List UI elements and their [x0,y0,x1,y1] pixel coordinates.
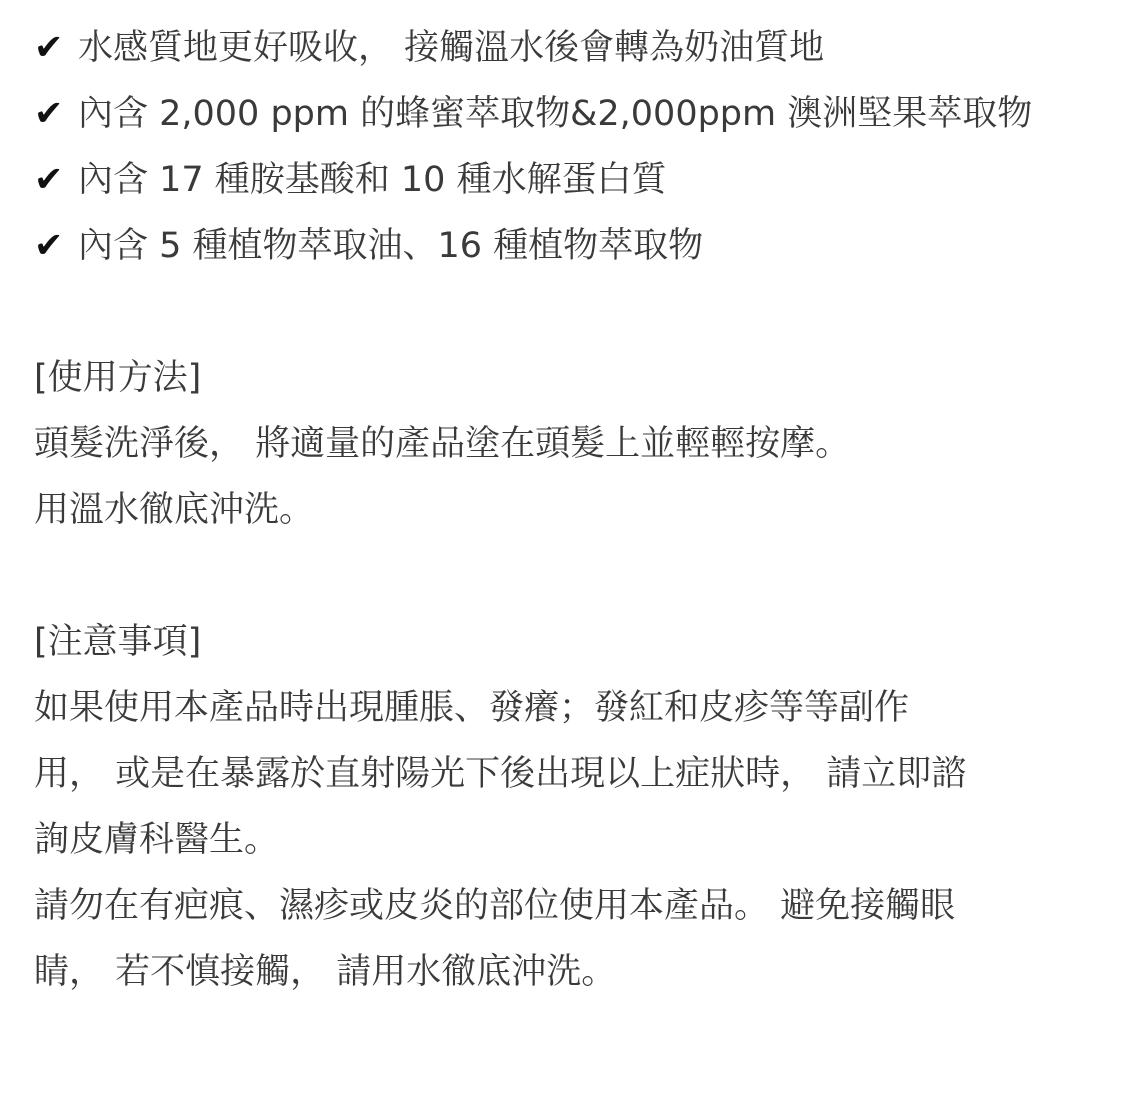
checkmark-icon: ✔ [34,94,64,134]
caution-line: 睛， 若不慎接觸， 請用水徹底沖洗。 [34,952,617,992]
feature-item [34,213,1094,279]
feature-text: 內含 5 種植物萃取油、16 種植物萃取物 [78,226,704,266]
usage-line: 頭髮洗淨後， 將適量的產品塗在頭髮上並輕輕按摩。 [34,424,851,464]
spacer [34,279,1094,345]
caution-line: 如果使用本產品時出現腫脹、發癢；發紅和皮疹等等副作 [34,688,910,728]
spacer [34,543,1094,609]
checkmark-icon: ✔ [34,160,64,200]
feature-item [34,147,1094,213]
feature-text: 內含 17 種胺基酸和 10 種水解蛋白質 [78,160,667,200]
caution-heading: [注意事項] [34,622,202,662]
feature-text: 水感質地更好吸收， 接觸溫水後會轉為奶油質地 [78,28,825,68]
feature-item [34,81,1094,147]
checkmark-icon: ✔ [34,28,64,68]
caution-line: 請勿在有疤痕、濕疹或皮炎的部位使用本產品。 避免接觸眼 [34,886,956,926]
usage-line: 用溫水徹底沖洗。 [34,490,315,530]
checkmark-icon: ✔ [34,226,64,266]
product-description [34,15,1094,1005]
feature-text: 內含 2,000 ppm 的蜂蜜萃取物&2,000ppm 澳洲堅果萃取物 [78,94,1033,134]
feature-item [34,15,1094,81]
caution-line: 用， 或是在暴露於直射陽光下後出現以上症狀時， 請立即諮 [34,754,967,794]
usage-heading: [使用方法] [34,358,202,398]
caution-line: 詢皮膚科醫生。 [34,820,280,860]
